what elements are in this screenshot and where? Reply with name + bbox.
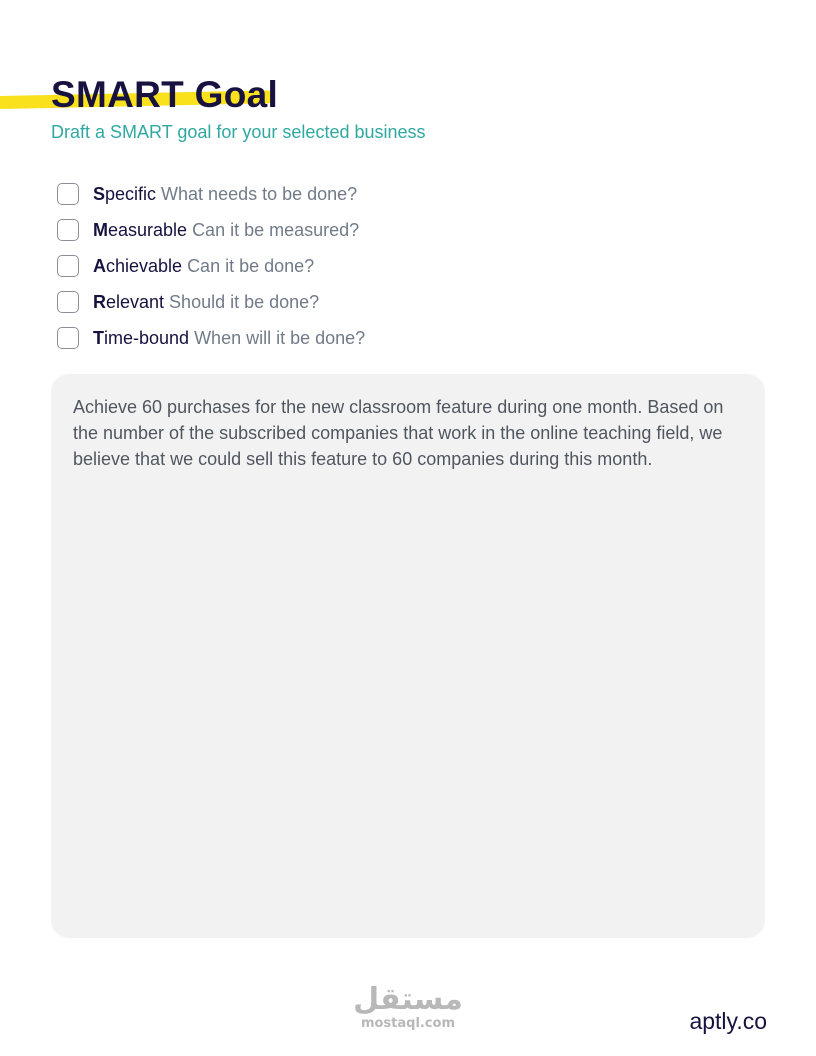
goal-statement: Achieve 60 purchases for the new classroom feature during one month. Based on the number of the subscribed companies that work in the online teaching field, we believe that we could sell this feature to 60 companies during this month. xyxy=(73,397,724,469)
page-subtitle: Draft a SMART goal for your selected business xyxy=(51,122,426,142)
criterion-name: ime-bound xyxy=(104,327,190,348)
relevant-checkbox[interactable] xyxy=(57,291,79,313)
checklist-item-achievable xyxy=(57,248,365,284)
checklist-item-relevant xyxy=(57,284,365,320)
footer-brand: aptly.co xyxy=(689,1008,767,1034)
checklist-item-label xyxy=(93,184,357,205)
criterion-name: elevant xyxy=(106,291,165,312)
criterion-question: Can it be done? xyxy=(187,255,315,276)
specific-checkbox[interactable] xyxy=(57,183,79,205)
criterion-question: Should it be done? xyxy=(169,291,320,312)
measurable-checkbox[interactable] xyxy=(57,219,79,241)
page-title: SMART Goal xyxy=(51,74,279,115)
criterion-name: easurable xyxy=(108,219,188,240)
checklist-item-label xyxy=(93,292,319,313)
achievable-checkbox[interactable] xyxy=(57,255,79,277)
smart-checklist xyxy=(57,176,365,356)
criterion-question: When will it be done? xyxy=(194,327,366,348)
goal-text-area[interactable] xyxy=(51,374,765,938)
criterion-initial: T xyxy=(93,327,104,348)
criterion-initial: R xyxy=(93,291,106,312)
time-bound-checkbox[interactable] xyxy=(57,327,79,349)
criterion-question: What needs to be done? xyxy=(161,183,358,204)
checklist-item-measurable xyxy=(57,212,365,248)
checklist-item-label xyxy=(93,328,365,349)
criterion-name: chievable xyxy=(106,255,183,276)
criterion-initial: A xyxy=(93,255,106,276)
criterion-initial: M xyxy=(93,219,108,240)
watermark-arabic-wordmark: مستقل xyxy=(353,982,463,1017)
mostaql-watermark-logo xyxy=(350,984,466,1032)
criterion-initial: S xyxy=(93,183,106,204)
criterion-name: pecific xyxy=(105,183,157,204)
checklist-item-label xyxy=(93,256,314,277)
watermark-caption: mostaql.com xyxy=(360,1016,456,1031)
checklist-item-specific xyxy=(57,176,365,212)
checklist-item-label xyxy=(93,220,359,241)
criterion-question: Can it be measured? xyxy=(192,219,360,240)
checklist-item-time-bound xyxy=(57,320,365,356)
